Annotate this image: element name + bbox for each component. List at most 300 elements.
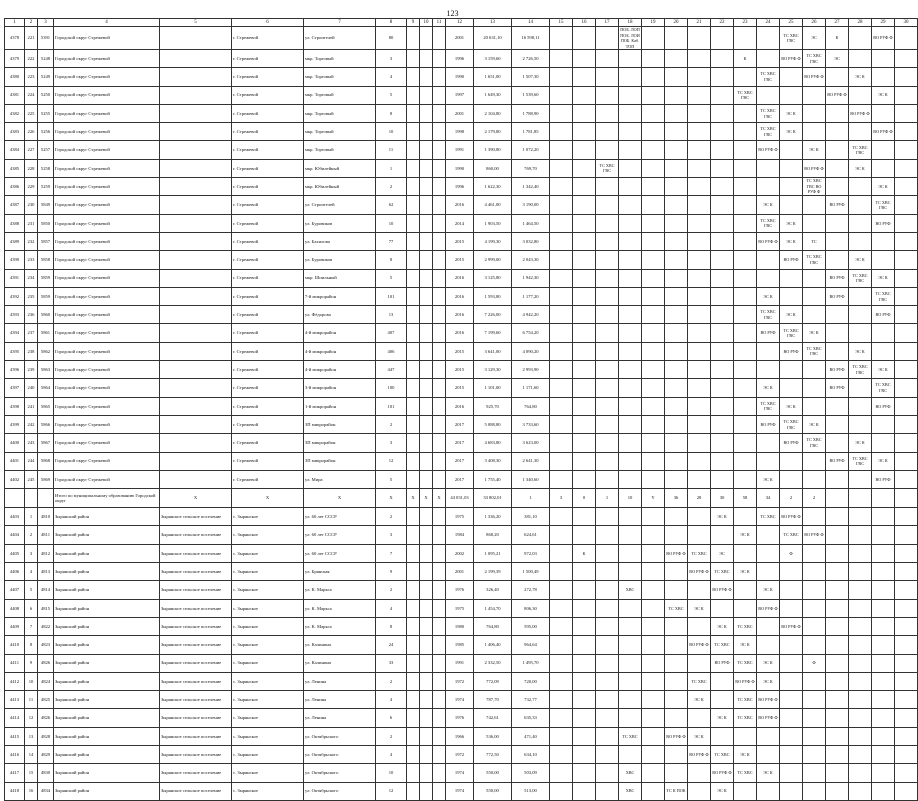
work-type-cell: ТС ХВС ГВС <box>757 123 780 141</box>
year-cell: 2017 <box>446 415 474 433</box>
blank-cell <box>420 654 433 672</box>
index-cell: 230 <box>25 196 38 214</box>
work-type-cell <box>619 251 642 269</box>
street-cell: ул. Ленина <box>304 709 376 727</box>
district-cell: Зырянский район <box>54 654 160 672</box>
settlement-cell <box>160 104 232 122</box>
table-row <box>5 159 918 177</box>
work-type-cell <box>642 617 665 635</box>
work-type-cell <box>849 764 872 782</box>
work-type-cell <box>596 232 619 250</box>
area-total-cell: 7 199,60 <box>474 324 512 342</box>
work-type-cell <box>757 727 780 745</box>
column-number-cell: 18 <box>619 19 642 27</box>
work-type-cell <box>711 251 734 269</box>
work-type-cell <box>642 27 665 50</box>
work-type-cell <box>619 636 642 654</box>
work-type-cell <box>849 544 872 562</box>
work-type-cell <box>780 287 803 305</box>
work-type-cell <box>757 178 780 196</box>
work-type-cell <box>895 342 918 360</box>
work-type-cell <box>596 636 619 654</box>
blank-cell <box>38 489 54 508</box>
work-type-cell: ХВС <box>619 764 642 782</box>
work-type-cell <box>573 599 596 617</box>
locality-cell: г. Стрежевой <box>232 397 304 415</box>
id-cell: 5868 <box>38 452 54 470</box>
locality-cell: с. Зырянское <box>232 563 304 581</box>
district-cell: Городской округ Стрежевой <box>54 196 160 214</box>
work-type-cell <box>872 508 895 526</box>
work-type-cell: ЭС К <box>872 269 895 287</box>
work-type-cell <box>895 599 918 617</box>
work-type-cell: ЭС <box>803 27 826 50</box>
work-type-cell <box>688 86 711 104</box>
work-type-cell <box>665 581 688 599</box>
work-type-cell <box>895 123 918 141</box>
work-type-cell <box>619 563 642 581</box>
work-type-cell <box>872 764 895 782</box>
work-type-cell <box>596 727 619 745</box>
year-cell: 2015 <box>446 361 474 379</box>
work-type-cell <box>665 415 688 433</box>
work-type-cell <box>596 342 619 360</box>
blank-cell <box>407 526 420 544</box>
settlement-cell <box>160 123 232 141</box>
work-type-cell: ВО РУФ Ф <box>734 672 757 690</box>
index-cell: 4 <box>25 563 38 581</box>
work-type-cell <box>642 361 665 379</box>
work-type-cell <box>573 251 596 269</box>
work-type-cell: К <box>826 27 849 50</box>
work-type-cell <box>550 86 573 104</box>
settlement-cell <box>160 342 232 360</box>
blank-cell <box>407 415 420 433</box>
column-number-cell: 19 <box>642 19 665 27</box>
blank-cell <box>420 324 433 342</box>
area-living-cell: 4 942,20 <box>512 306 550 324</box>
work-type-cell <box>665 232 688 250</box>
work-type-cell <box>688 214 711 232</box>
work-type-cell <box>596 361 619 379</box>
work-type-cell: ТС ХВС ГВС <box>803 50 826 68</box>
district-cell: Городской округ Стрежевой <box>54 434 160 452</box>
locality-cell: с. Зырянское <box>232 526 304 544</box>
area-total-cell: 1 101,00 <box>474 379 512 397</box>
row-number-cell: 4383 <box>5 123 25 141</box>
column-number-cell: 21 <box>688 19 711 27</box>
house-cell: 2 <box>376 415 407 433</box>
street-cell: ул. Мира <box>304 470 376 488</box>
work-type-cell: ВО РУФ <box>826 361 849 379</box>
area-total-cell: 3 408,30 <box>474 452 512 470</box>
work-type-cell <box>619 526 642 544</box>
work-type-cell <box>757 86 780 104</box>
blank-cell <box>407 544 420 562</box>
blank-cell <box>407 361 420 379</box>
index-cell: 7 <box>25 617 38 635</box>
work-type-cell <box>642 251 665 269</box>
work-type-cell <box>642 526 665 544</box>
total-value-cell: 2 <box>803 489 826 508</box>
work-type-cell <box>596 526 619 544</box>
table-row <box>5 654 918 672</box>
area-total-cell: 1 755,40 <box>474 470 512 488</box>
work-type-cell <box>849 196 872 214</box>
work-type-cell <box>550 636 573 654</box>
work-type-cell <box>642 636 665 654</box>
index-cell: 9 <box>25 654 38 672</box>
table-row <box>5 544 918 562</box>
year-cell: 1990 <box>446 68 474 86</box>
work-type-cell <box>872 709 895 727</box>
district-cell: Городской округ Стрежевой <box>54 123 160 141</box>
work-type-cell <box>642 342 665 360</box>
area-total-cell: 925,70 <box>474 397 512 415</box>
work-type-cell <box>596 68 619 86</box>
blank-cell <box>433 452 446 470</box>
work-type-cell <box>619 361 642 379</box>
work-type-cell <box>895 782 918 800</box>
work-type-cell <box>688 159 711 177</box>
work-type-cell <box>849 470 872 488</box>
blank-cell <box>420 709 433 727</box>
work-type-cell <box>780 452 803 470</box>
work-type-cell <box>642 141 665 159</box>
house-cell: 4 <box>376 68 407 86</box>
work-type-cell <box>665 361 688 379</box>
work-type-cell: ТС ХВС <box>734 764 757 782</box>
work-type-cell: ТС ХВС ГВС <box>757 214 780 232</box>
work-type-cell <box>757 617 780 635</box>
district-cell: Городской округ Стрежевой <box>54 379 160 397</box>
work-type-cell <box>550 178 573 196</box>
table-row <box>5 397 918 415</box>
work-type-cell <box>665 764 688 782</box>
street-cell: 7-й микрорайон <box>304 287 376 305</box>
work-type-cell <box>619 691 642 709</box>
settlement-cell <box>160 86 232 104</box>
district-cell: Зырянский район <box>54 672 160 690</box>
column-number-cell: 17 <box>596 19 619 27</box>
street-cell: ул. 60 лет СССР <box>304 508 376 526</box>
index-cell: 2 <box>25 526 38 544</box>
work-type-cell <box>757 27 780 50</box>
work-type-cell <box>596 196 619 214</box>
blank-cell <box>407 636 420 654</box>
work-type-cell <box>550 745 573 763</box>
house-cell: 5 <box>376 269 407 287</box>
work-type-cell <box>780 782 803 800</box>
index-cell: 241 <box>25 397 38 415</box>
work-type-cell <box>642 654 665 672</box>
district-cell: Зырянский район <box>54 764 160 782</box>
area-living-cell: 1 177,20 <box>512 287 550 305</box>
district-cell: Городской округ Стрежевой <box>54 86 160 104</box>
work-type-cell: ЭС К <box>780 104 803 122</box>
district-cell: Городской округ Стрежевой <box>54 214 160 232</box>
column-number-cell: 27 <box>826 19 849 27</box>
table-row <box>5 141 918 159</box>
blank-cell <box>420 123 433 141</box>
blank-cell <box>433 617 446 635</box>
table-row <box>5 178 918 196</box>
work-type-cell <box>596 123 619 141</box>
blank-cell <box>433 782 446 800</box>
work-type-cell <box>757 342 780 360</box>
work-type-cell <box>596 50 619 68</box>
work-type-cell <box>780 727 803 745</box>
row-number-cell: 4411 <box>5 654 25 672</box>
work-type-cell: ЭС К <box>849 342 872 360</box>
id-cell: 5861 <box>38 324 54 342</box>
work-type-cell <box>665 68 688 86</box>
area-total-cell: 1 649,30 <box>474 86 512 104</box>
year-cell: 1996 <box>446 178 474 196</box>
work-type-cell <box>849 691 872 709</box>
work-type-cell <box>734 251 757 269</box>
row-number-cell: 4392 <box>5 287 25 305</box>
work-type-cell <box>826 544 849 562</box>
work-type-cell <box>665 617 688 635</box>
work-type-cell: ТС ХВС ГВС ВО РУФ Ф <box>803 178 826 196</box>
locality-cell: г. Стрежевой <box>232 342 304 360</box>
blank-cell <box>420 636 433 654</box>
work-type-cell: ТС ХВС ГВС <box>780 415 803 433</box>
work-type-cell <box>619 104 642 122</box>
work-type-cell <box>734 581 757 599</box>
work-type-cell: ЭС К <box>757 470 780 488</box>
work-type-cell <box>711 342 734 360</box>
area-living-cell: 1 464,50 <box>512 214 550 232</box>
index-cell: 222 <box>25 50 38 68</box>
year-cell: 1974 <box>446 782 474 800</box>
work-type-cell <box>826 214 849 232</box>
work-type-cell <box>665 672 688 690</box>
work-type-cell <box>596 141 619 159</box>
district-cell: Городской округ Стрежевой <box>54 287 160 305</box>
blank-cell <box>420 672 433 690</box>
work-type-cell: ТС ХВС <box>711 636 734 654</box>
house-cell: 24 <box>376 636 407 654</box>
work-type-cell: ЭС К <box>734 526 757 544</box>
settlement-cell: Зырянское сельское поселение <box>160 617 232 635</box>
row-number-cell: 4385 <box>5 159 25 177</box>
work-type-cell <box>573 452 596 470</box>
work-type-cell: ЭС К <box>688 691 711 709</box>
work-type-cell <box>550 306 573 324</box>
work-type-cell <box>665 178 688 196</box>
street-cell: ул. Октябрьского <box>304 745 376 763</box>
settlement-cell: Зырянское сельское поселение <box>160 636 232 654</box>
table-row <box>5 379 918 397</box>
house-cell: 10 <box>376 123 407 141</box>
work-type-cell <box>872 727 895 745</box>
id-cell: 4834 <box>38 782 54 800</box>
blank-cell <box>407 178 420 196</box>
work-type-cell <box>573 526 596 544</box>
settlement-cell <box>160 397 232 415</box>
work-type-cell <box>872 251 895 269</box>
work-type-cell <box>895 196 918 214</box>
work-type-cell <box>872 544 895 562</box>
work-type-cell <box>826 397 849 415</box>
blank-cell <box>433 251 446 269</box>
work-type-cell <box>550 141 573 159</box>
work-type-cell <box>573 434 596 452</box>
work-type-cell <box>642 68 665 86</box>
id-cell: 5849 <box>38 196 54 214</box>
work-type-cell <box>550 563 573 581</box>
settlement-cell <box>160 232 232 250</box>
work-type-cell <box>596 415 619 433</box>
work-type-cell <box>711 691 734 709</box>
work-type-cell <box>573 764 596 782</box>
work-type-cell: ЭС К <box>734 563 757 581</box>
work-type-cell <box>550 727 573 745</box>
work-type-cell <box>780 269 803 287</box>
work-type-cell <box>665 745 688 763</box>
work-type-cell <box>803 672 826 690</box>
area-total-cell: 550,00 <box>474 764 512 782</box>
work-type-cell <box>872 563 895 581</box>
locality-cell: г. Стрежевой <box>232 415 304 433</box>
settlement-cell <box>160 434 232 452</box>
work-type-cell <box>872 104 895 122</box>
index-cell: 231 <box>25 214 38 232</box>
settlement-cell: Зырянское сельское поселение <box>160 727 232 745</box>
year-cell: 1984 <box>446 526 474 544</box>
district-cell: Зырянский район <box>54 526 160 544</box>
work-type-cell <box>619 745 642 763</box>
settlement-cell <box>160 196 232 214</box>
work-type-cell <box>619 544 642 562</box>
settlement-cell <box>160 379 232 397</box>
work-type-cell: ЭС <box>826 50 849 68</box>
locality-cell: г. Стрежевой <box>232 306 304 324</box>
area-living-cell: 1 171,60 <box>512 379 550 397</box>
work-type-cell <box>550 324 573 342</box>
total-value-cell: 1 <box>596 489 619 508</box>
settlement-cell: Зырянское сельское поселение <box>160 563 232 581</box>
work-type-cell: ВО РУФ <box>780 251 803 269</box>
district-cell: Зырянский район <box>54 636 160 654</box>
work-type-cell: ТС ХВС ГВС <box>849 269 872 287</box>
blank-cell <box>433 50 446 68</box>
locality-cell: с. Зырянское <box>232 672 304 690</box>
table-row <box>5 232 918 250</box>
work-type-cell <box>688 617 711 635</box>
area-living-cell: 1 942,30 <box>512 269 550 287</box>
settlement-cell <box>160 470 232 488</box>
area-total-cell: 3 129,30 <box>474 361 512 379</box>
index-cell: 238 <box>25 342 38 360</box>
work-type-cell <box>826 745 849 763</box>
work-type-cell: ВО РУФ <box>826 287 849 305</box>
work-type-cell <box>596 599 619 617</box>
blank-cell <box>407 782 420 800</box>
index-cell: 225 <box>25 104 38 122</box>
blank-cell <box>407 470 420 488</box>
work-type-cell <box>573 415 596 433</box>
house-cell: 77 <box>376 232 407 250</box>
work-type-cell <box>711 526 734 544</box>
work-type-cell <box>734 452 757 470</box>
work-type-cell <box>780 68 803 86</box>
work-type-cell <box>665 324 688 342</box>
work-type-cell <box>550 508 573 526</box>
column-number-cell: 29 <box>872 19 895 27</box>
work-type-cell <box>665 306 688 324</box>
work-type-cell <box>711 470 734 488</box>
index-cell: 221 <box>25 27 38 50</box>
year-cell: 2016 <box>446 324 474 342</box>
row-number-cell: 4399 <box>5 415 25 433</box>
id-cell: 4828 <box>38 727 54 745</box>
index-cell: 245 <box>25 470 38 488</box>
work-type-cell <box>573 617 596 635</box>
district-cell: Городской округ Стрежевой <box>54 68 160 86</box>
house-cell: 5 <box>376 86 407 104</box>
work-type-cell: ТС ХВС ГВС <box>849 361 872 379</box>
work-type-cell <box>711 599 734 617</box>
work-type-cell <box>757 361 780 379</box>
street-cell: мкр. Юбилейный <box>304 159 376 177</box>
blank-cell <box>433 672 446 690</box>
work-type-cell <box>573 287 596 305</box>
total-label-cell: Итого по муниципальному образованию Городской округ <box>54 489 160 508</box>
index-cell: 227 <box>25 141 38 159</box>
table-row <box>5 104 918 122</box>
locality-cell: с. Зырянское <box>232 782 304 800</box>
id-cell: 4830 <box>38 764 54 782</box>
column-number-cell: 22 <box>711 19 734 27</box>
street-cell: 3П микрорайон <box>304 434 376 452</box>
blank-cell <box>420 745 433 763</box>
house-cell: 2 <box>376 581 407 599</box>
work-type-cell <box>734 269 757 287</box>
street-cell: ул. Калинина <box>304 654 376 672</box>
work-type-cell <box>596 691 619 709</box>
area-living-cell: 1 788,90 <box>512 104 550 122</box>
work-type-cell <box>849 178 872 196</box>
street-cell: 4-й микрорайон <box>304 324 376 342</box>
work-type-cell: ВО РУФ Ф <box>780 508 803 526</box>
district-cell: Городской округ Стрежевой <box>54 452 160 470</box>
work-type-cell <box>688 306 711 324</box>
table-row <box>5 672 918 690</box>
work-type-cell <box>573 361 596 379</box>
year-cell: 1997 <box>446 86 474 104</box>
settlement-cell: Зырянское сельское поселение <box>160 745 232 763</box>
district-cell: Городской округ Стрежевой <box>54 415 160 433</box>
work-type-cell <box>642 745 665 763</box>
work-type-cell <box>642 196 665 214</box>
work-type-cell: ВО РУФ Ф <box>757 232 780 250</box>
work-type-cell: ВО РУФ Ф <box>711 581 734 599</box>
work-type-cell <box>619 196 642 214</box>
blank-cell <box>407 232 420 250</box>
work-type-cell: ВО РУФ <box>757 415 780 433</box>
index-cell: 232 <box>25 232 38 250</box>
work-type-cell <box>550 599 573 617</box>
work-type-cell <box>688 141 711 159</box>
work-type-cell: ВО РУФ Ф <box>780 617 803 635</box>
work-type-cell <box>665 214 688 232</box>
work-type-cell: ЭС К <box>803 324 826 342</box>
work-type-cell: ЭС К <box>757 196 780 214</box>
work-type-cell <box>734 508 757 526</box>
